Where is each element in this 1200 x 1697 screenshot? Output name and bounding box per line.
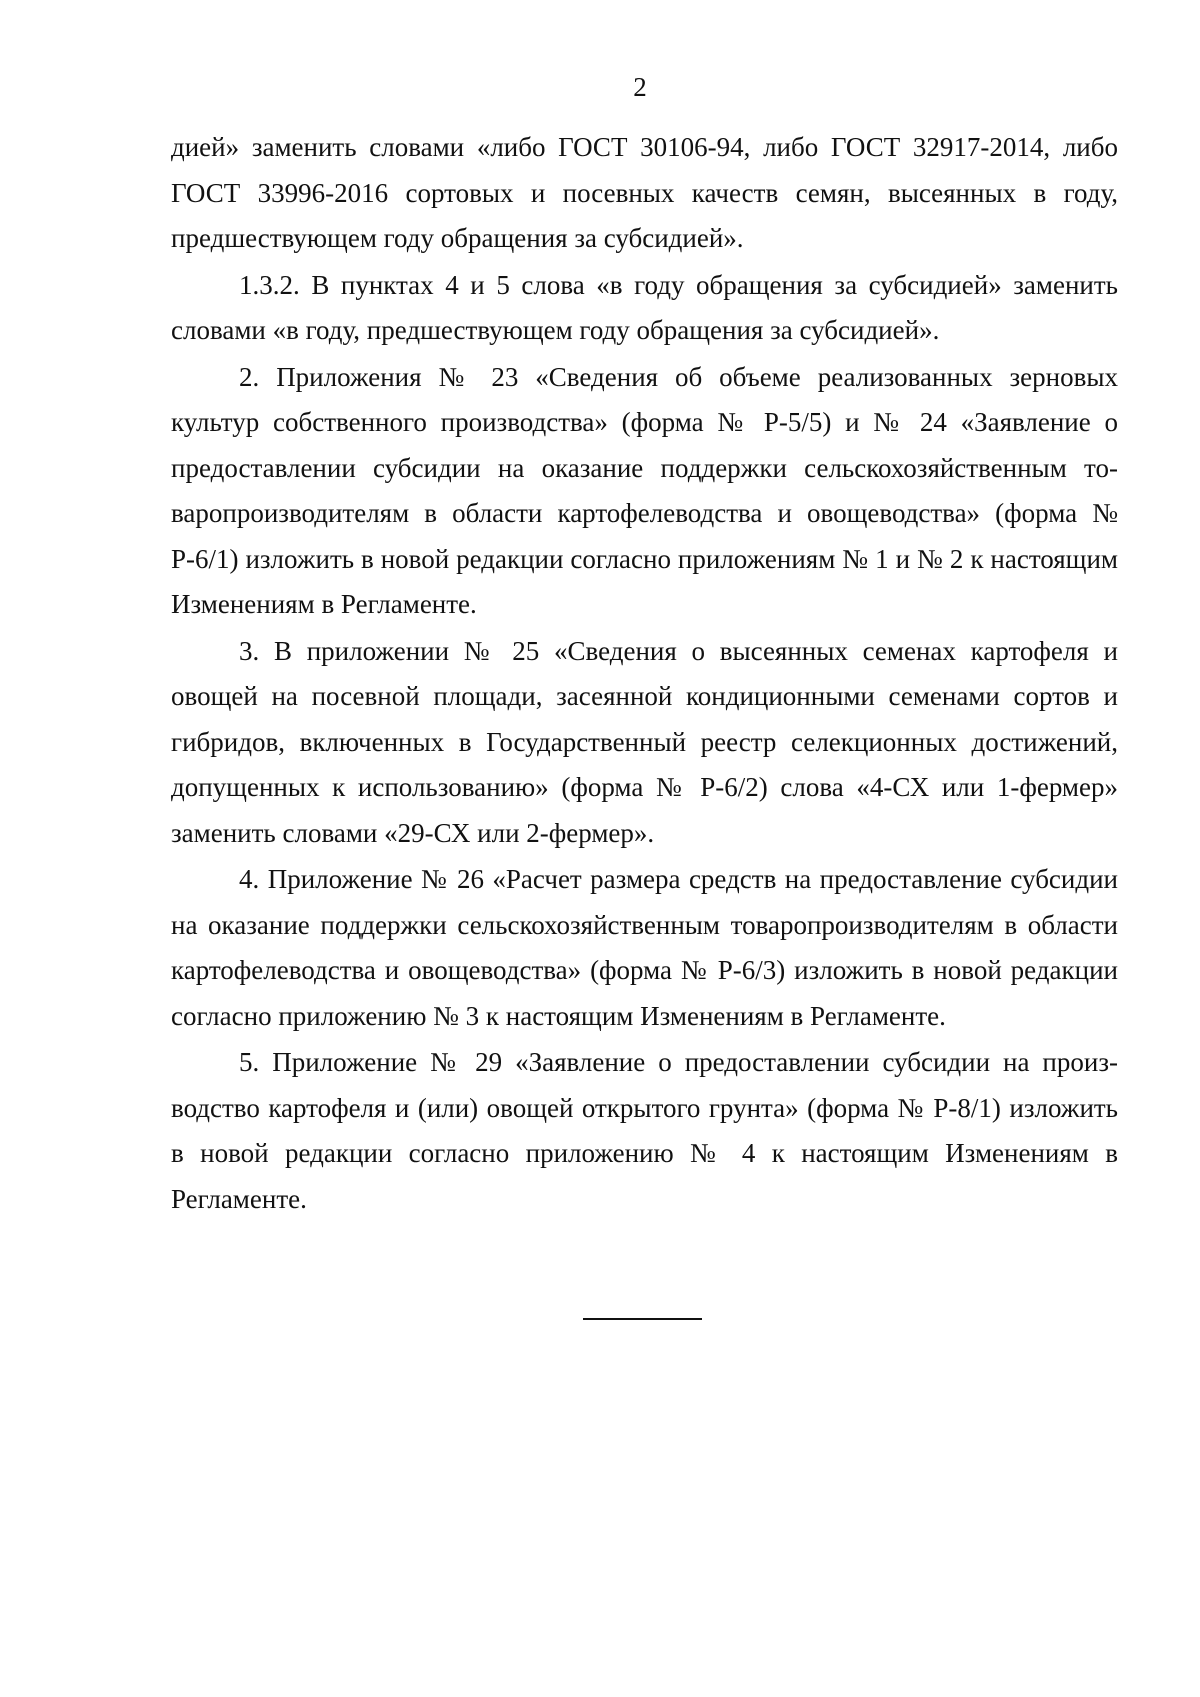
paragraph-2: 2. Приложения № 23 «Сведения об объеме реализованных зерновых культур собственного производства» (форма № Р-5/5) и № 24 «Заявление о предоставлении субсидии на оказание поддержки сельскохозяйственным товаропроизводителям в области картофелеводства и овощеводства» (форма № Р-6/1) изложить в новой редакции согласно приложениям № 1 и № 2 к настоящим Изменениям в Регламенте. [171, 361, 1118, 619]
paragraph-gost-continuation: дией» заменить словами «либо ГОСТ 30106-94, либо ГОСТ 32917-2014, либо ГОСТ 33996-2016 сортовых и посевных качеств семян, высеянных в году, предшествующем году обращения за субсидией». [171, 132, 1118, 253]
paragraph-3: 3. В приложении № 25 «Сведения о высеянных семенах картофеля и овощей на посевной площади, засеянной кондиционными семенами сортов и гибридов, включенных в Государственный реестр селекционных достижений, допущенных к использованию» (форма № Р-6/2) слова «4-СХ или 1-фермер» заменить словами «29-СХ или 2-фермер». [171, 635, 1118, 848]
page-number: 2 [633, 72, 647, 102]
end-of-document-rule [583, 1318, 702, 1320]
paragraph-5: 5. Приложение № 29 «Заявление о предоставлении субсидии на производство картофеля и (или) овощей открытого грунта» (форма № Р-8/1) изложить в новой редакции согласно приложению № 4 к настоящим Изменениям в Регламенте. [171, 1047, 1118, 1214]
paragraph-4: 4. Приложение № 26 «Расчет размера средств на предоставление субсидии на оказание поддержки сельскохозяйственным товаропроизводителям в области картофелеводства и овощеводства» (форма № Р-6/3) изложить в новой редакции согласно приложению № 3 к настоящим Изменениям в Регламенте. [171, 864, 1118, 1031]
document-body [171, 125, 1118, 1223]
paragraph-1-3-2: 1.3.2. В пунктах 4 и 5 слова «в году обращения за субсидией» заменить словами «в году, предшествующем году обращения за субсидией». [171, 269, 1118, 345]
